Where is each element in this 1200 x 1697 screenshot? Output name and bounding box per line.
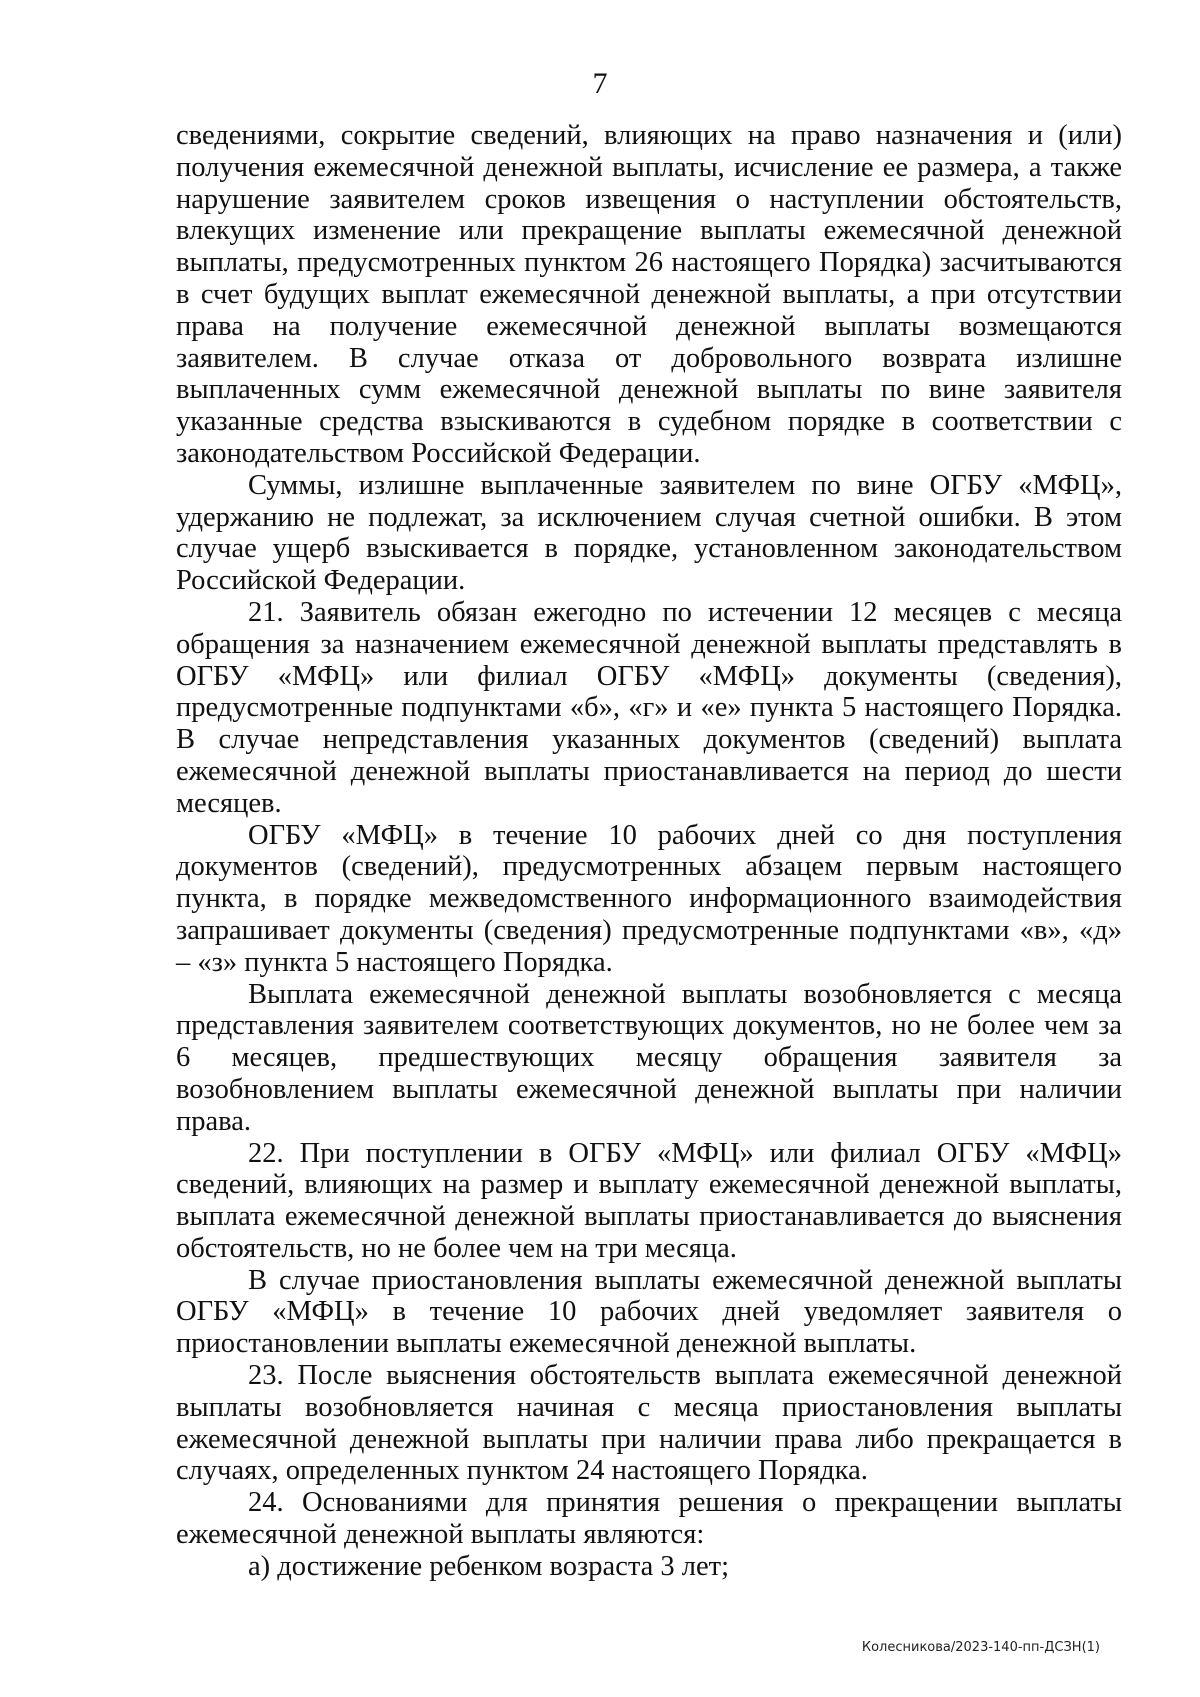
paragraph-continuation: сведениями, сокрытие сведений, влияющих на право назначения и (или) получения ежемесячной денежной выплаты, исчисление ее размера, а также нарушение заявителем сроков извещения о наступлении обстоятельств, влекущих изменение или прекращение выплаты ежемесячной денежной выплаты, предусмотренных пунктом 26 настоящего Порядка) засчитываются в счет будущих выплат ежемесячной денежной выплаты, а при отсутствии права на получение ежемесячной денежной выплаты возмещаются заявителем. В случае отказа от добровольного возврата излишне выплаченных сумм ежемесячной денежной выплаты по вине заявителя указанные средства взыскиваются в судебном порядке в соответствии с законодательством Российской Федерации.: [176, 120, 1122, 469]
document-reference-footer: Колесникова/2023-140-пп-ДСЗН(1): [861, 1640, 1100, 1655]
paragraph-overpayment-mfc: Суммы, излишне выплаченные заявителем по вине ОГБУ «МФЦ», удержанию не подлежат, за исключением случая счетной ошибки. В этом случае ущерб взыскивается в порядке, установленном законодательством Российской Федерации.: [176, 469, 1122, 597]
paragraph-item-24: 24. Основаниями для принятия решения о прекращении выплаты ежемесячной денежной выплаты являются:: [176, 1487, 1122, 1551]
paragraph-item-21-resume: Выплата ежемесячной денежной выплаты возобновляется с месяца представления заявителем соответствующих документов, но не более чем за 6 месяцев, предшествующих месяцу обращения заявителя за возобновлением выплаты ежемесячной денежной выплаты при наличии права.: [176, 978, 1122, 1137]
paragraph-item-21-request: ОГБУ «МФЦ» в течение 10 рабочих дней со дня поступления документов (сведений), предусмотренных абзацем первым настоящего пункта, в порядке межведомственного информационного взаимодействия запрашивает документы (сведения) предусмотренные подпунктами «в», «д» – «з» пункта 5 настоящего Порядка.: [176, 819, 1122, 978]
paragraph-item-22-notify: В случае приостановления выплаты ежемесячной денежной выплаты ОГБУ «МФЦ» в течение 10 рабочих дней уведомляет заявителя о приостановлении выплаты ежемесячной денежной выплаты.: [176, 1264, 1122, 1360]
paragraph-item-22: 22. При поступлении в ОГБУ «МФЦ» или филиал ОГБУ «МФЦ» сведений, влияющих на размер и выплату ежемесячной денежной выплаты, выплата ежемесячной денежной выплаты приостанавливается до выяснения обстоятельств, но не более чем на три месяца.: [176, 1137, 1122, 1264]
page-number: 7: [592, 67, 608, 100]
paragraph-item-21: 21. Заявитель обязан ежегодно по истечении 12 месяцев с месяца обращения за назначением ежемесячной денежной выплаты представлять в ОГБУ «МФЦ» или филиал ОГБУ «МФЦ» документы (сведения), предусмотренные подпунктами «б», «г» и «е» пункта 5 настоящего Порядка. В случае непредставления указанных документов (сведений) выплата ежемесячной денежной выплаты приостанавливается на период до шести месяцев.: [176, 596, 1122, 819]
paragraph-item-23: 23. После выяснения обстоятельств выплата ежемесячной денежной выплаты возобновляется начиная с месяца приостановления выплаты ежемесячной денежной выплаты при наличии права либо прекращается в случаях, определенных пунктом 24 настоящего Порядка.: [176, 1360, 1122, 1487]
paragraph-item-24-a: а) достижение ребенком возраста 3 лет;: [248, 1550, 730, 1582]
document-body: [176, 120, 1122, 1583]
